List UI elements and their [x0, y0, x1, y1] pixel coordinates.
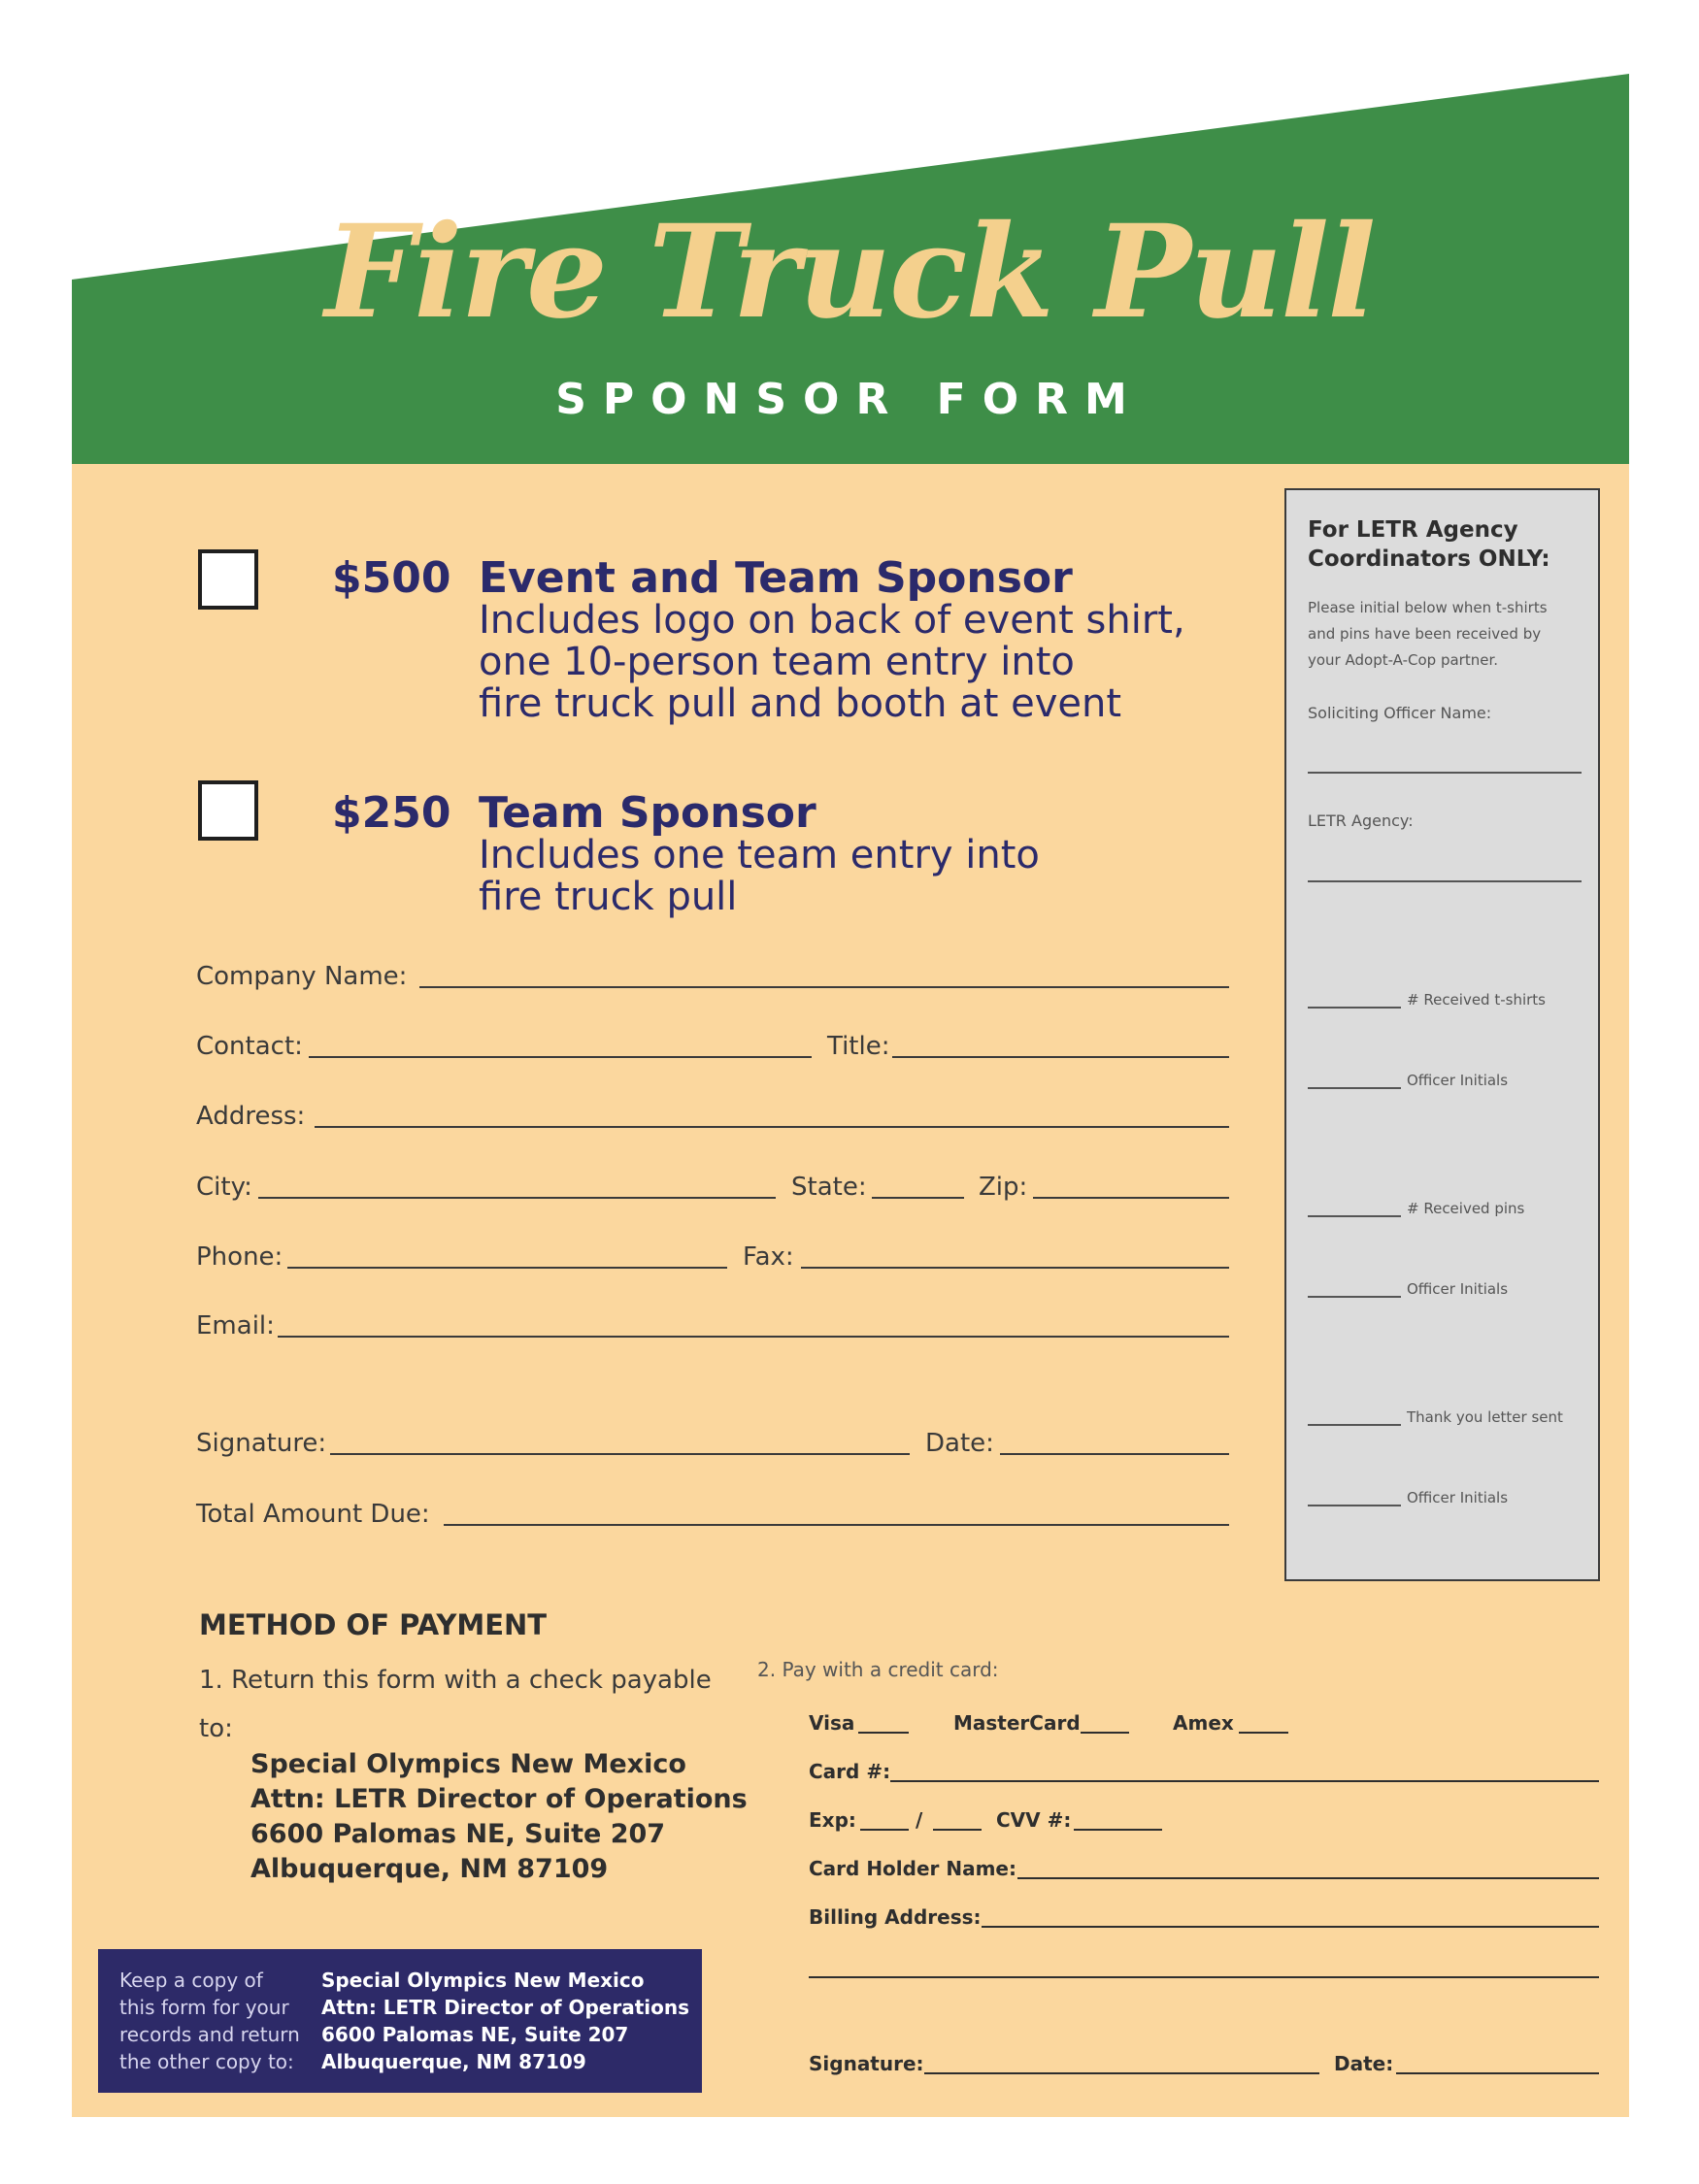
mastercard-label: MasterCard [953, 1711, 1081, 1735]
received-pins-label: # Received pins [1407, 1200, 1525, 1217]
company-name-field[interactable] [419, 986, 1229, 988]
mailing-address [250, 1747, 748, 1887]
cvv-field[interactable] [1074, 1829, 1162, 1831]
tier-250-description-line: Includes one team entry into [479, 833, 1040, 877]
received-pins-field[interactable] [1308, 1215, 1401, 1217]
cc-date-field[interactable] [1396, 2072, 1599, 2074]
soliciting-officer-label: Soliciting Officer Name: [1308, 704, 1492, 722]
form-title: Fire Truck Pull [324, 197, 1375, 347]
exp-year-field[interactable] [933, 1829, 982, 1831]
keep-copy-address-line: 6600 Palomas NE, Suite 207 [321, 2023, 629, 2046]
cc-signature-label: Signature: [809, 2052, 924, 2075]
officer-initials-field[interactable] [1308, 1296, 1401, 1298]
title-field[interactable] [892, 1056, 1229, 1058]
officer-initials-label: Officer Initials [1407, 1280, 1509, 1298]
tier-500-checkbox[interactable] [198, 549, 258, 610]
city-label: City: [196, 1173, 252, 1202]
keep-copy-address-line: Albuquerque, NM 87109 [321, 2050, 586, 2073]
title-label: Title: [827, 1032, 890, 1061]
amex-field[interactable] [1239, 1732, 1288, 1734]
method-of-payment-heading: METHOD OF PAYMENT [199, 1608, 548, 1641]
sidebar-note [1308, 595, 1584, 674]
keep-copy-box [98, 1949, 702, 2093]
coordinator-sidebar [1284, 488, 1600, 1581]
tier-500-description-line: one 10-person team entry into [479, 640, 1075, 684]
email-label: Email: [196, 1311, 275, 1340]
tier-250-description-line: fire truck pull [479, 875, 738, 919]
keep-copy-note-line: the other copy to: [119, 2050, 294, 2073]
city-field[interactable] [258, 1197, 776, 1199]
soliciting-officer-field[interactable] [1308, 772, 1582, 774]
card-holder-field[interactable] [1017, 1877, 1599, 1879]
date-field[interactable] [1000, 1453, 1229, 1455]
address-label: Address: [196, 1102, 306, 1131]
zip-label: Zip: [979, 1173, 1028, 1202]
sidebar-note-line: and pins have been received by [1308, 625, 1542, 643]
keep-copy-address [321, 1967, 689, 2075]
amex-label: Amex [1173, 1711, 1234, 1735]
billing-address-field[interactable] [982, 1926, 1599, 1928]
form-subtitle: SPONSOR FORM [555, 375, 1144, 424]
thank-you-letter-label: Thank you letter sent [1407, 1408, 1563, 1426]
keep-copy-address-line: Special Olympics New Mexico [321, 1969, 645, 1992]
billing-address-field-2[interactable] [809, 1976, 1599, 1978]
cvv-label: CVV #: [996, 1808, 1072, 1832]
state-field[interactable] [872, 1197, 964, 1199]
sidebar-title [1308, 515, 1550, 574]
billing-address-label: Billing Address: [809, 1905, 982, 1929]
officer-initials-field[interactable] [1308, 1087, 1401, 1089]
state-label: State: [791, 1173, 867, 1202]
total-amount-due-label: Total Amount Due: [196, 1500, 430, 1529]
thank-you-letter-field[interactable] [1308, 1424, 1401, 1426]
total-amount-due-field[interactable] [444, 1524, 1229, 1526]
zip-field[interactable] [1033, 1197, 1229, 1199]
tier-250-name: Team Sponsor [479, 788, 816, 838]
keep-copy-note-line: records and return [119, 2023, 300, 2046]
address-line: 6600 Palomas NE, Suite 207 [250, 1819, 666, 1849]
fax-label: Fax: [743, 1242, 794, 1272]
card-number-field[interactable] [890, 1780, 1599, 1782]
card-holder-label: Card Holder Name: [809, 1857, 1016, 1880]
keep-copy-note [119, 1967, 300, 2075]
company-name-label: Company Name: [196, 962, 408, 991]
sidebar-note-line: Please initial below when t-shirts [1308, 599, 1548, 616]
signature-label: Signature: [196, 1429, 327, 1458]
sidebar-note-line: your Adopt-A-Cop partner. [1308, 651, 1499, 669]
tier-250-description [479, 835, 1040, 918]
received-tshirts-label: # Received t-shirts [1407, 991, 1546, 1009]
exp-slash: / [916, 1808, 923, 1832]
tier-250-checkbox[interactable] [198, 780, 258, 841]
exp-month-field[interactable] [860, 1829, 909, 1831]
cc-date-label: Date: [1334, 2052, 1394, 2075]
tier-500-name: Event and Team Sponsor [479, 553, 1073, 603]
cc-signature-field[interactable] [924, 2072, 1319, 2074]
contact-field[interactable] [309, 1056, 812, 1058]
date-label: Date: [925, 1429, 994, 1458]
sidebar-title-line: Coordinators ONLY: [1308, 546, 1550, 572]
tier-500-description-line: Includes logo on back of event shirt, [479, 598, 1185, 643]
exp-label: Exp: [809, 1808, 856, 1832]
mastercard-field[interactable] [1081, 1732, 1129, 1734]
email-field[interactable] [278, 1336, 1229, 1338]
officer-initials-label: Officer Initials [1407, 1072, 1509, 1089]
address-line: Albuquerque, NM 87109 [250, 1854, 609, 1884]
officer-initials-field[interactable] [1308, 1505, 1401, 1506]
tier-500-amount: $500 [332, 553, 451, 603]
signature-field[interactable] [330, 1453, 910, 1455]
keep-copy-note-line: Keep a copy of [119, 1969, 263, 1992]
officer-initials-label: Officer Initials [1407, 1489, 1509, 1506]
fax-field[interactable] [801, 1267, 1229, 1269]
phone-label: Phone: [196, 1242, 283, 1272]
letr-agency-label: LETR Agency: [1308, 811, 1414, 830]
keep-copy-note-line: this form for your [119, 1996, 289, 2019]
address-field[interactable] [315, 1126, 1229, 1128]
address-line: Attn: LETR Director of Operations [250, 1784, 748, 1814]
credit-card-label: 2. Pay with a credit card: [757, 1658, 999, 1681]
address-line: Special Olympics New Mexico [250, 1749, 686, 1779]
sidebar-title-line: For LETR Agency [1308, 517, 1518, 543]
tier-500-description [479, 600, 1185, 725]
contact-label: Contact: [196, 1032, 303, 1061]
tier-500-description-line: fire truck pull and booth at event [479, 681, 1122, 726]
check-instruction: 1. Return this form with a check payable to: [199, 1666, 712, 1743]
received-tshirts-field[interactable] [1308, 1007, 1401, 1009]
keep-copy-address-line: Attn: LETR Director of Operations [321, 1996, 690, 2019]
phone-field[interactable] [287, 1267, 727, 1269]
tier-250-amount: $250 [332, 788, 451, 838]
visa-field[interactable] [858, 1732, 909, 1734]
card-number-label: Card #: [809, 1760, 891, 1783]
visa-label: Visa [809, 1711, 855, 1735]
letr-agency-field[interactable] [1308, 880, 1582, 882]
